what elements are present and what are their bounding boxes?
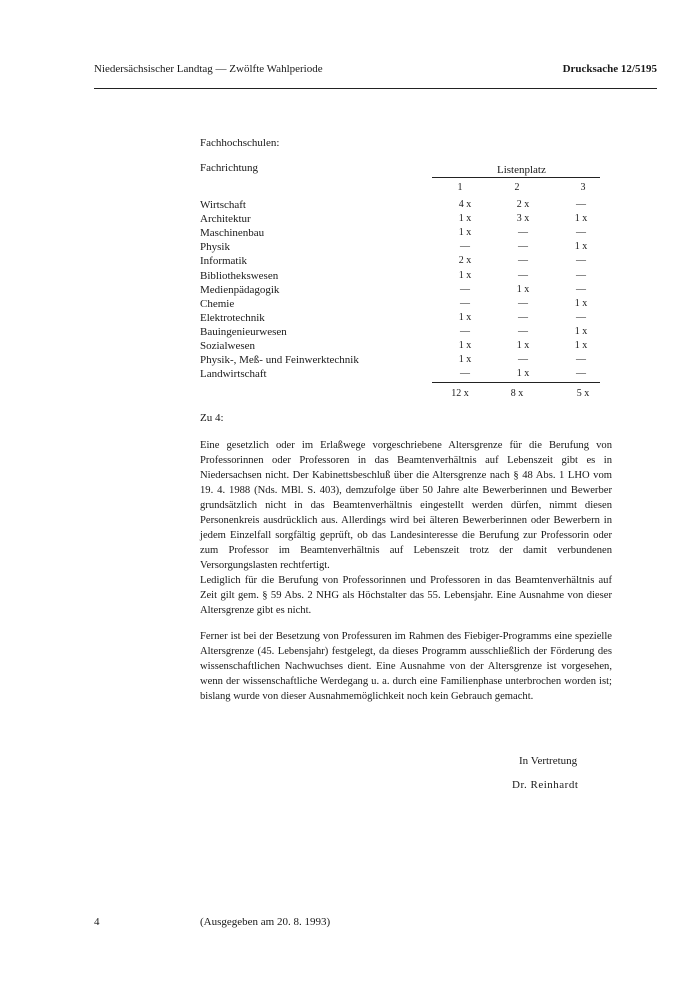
listenplatz-2-count: — [517,241,528,253]
listenplatz-1-count: — [460,241,470,253]
table-row [200,283,610,297]
fachrichtung-name: Landwirtschaft [200,368,267,381]
column-label-listenplatz: Listenplatz [497,164,546,176]
listenplatz-2-count: 1 x [516,339,530,351]
table-row [200,226,610,240]
fachrichtung-name: Wirtschaft [200,199,246,212]
listenplatz-2-count: — [517,325,528,337]
header-left-text: Niedersächsischer Landtag — Zwölfte Wahlperiode [94,63,323,75]
listenplatz-3-count: 1 x [574,297,588,309]
table-row [200,353,610,367]
table-row [200,325,610,339]
listenplatz-rule [432,177,600,178]
fachrichtung-name: Informatik [200,255,248,268]
header-rule [94,88,657,89]
section-title: Fachhochschulen: [200,137,280,149]
listenplatz-3-count: 1 x [574,213,588,225]
listenplatz-2-count: — [517,354,528,366]
total-column-1: 12 x [451,388,469,399]
fachrichtung-name: Sozialwesen [200,339,255,352]
listenplatz-1-count: — [460,297,470,309]
fachrichtung-name: Bibliothekswesen [200,269,279,282]
totals-rule [432,382,600,383]
fachrichtung-name: Chemie [200,297,235,310]
column-number-3: 3 [580,182,586,193]
fachrichtung-name: Elektrotechnik [200,311,265,324]
listenplatz-1-count: 1 x [458,354,472,366]
listenplatz-3-count: 1 x [574,241,588,253]
column-number-1: 1 [457,182,463,193]
listenplatz-1-count: 1 x [458,339,472,351]
table-row [200,268,610,282]
listenplatz-3-count: — [575,269,586,281]
listenplatz-3-count: — [575,311,586,323]
fachrichtung-name: Architektur [200,213,251,226]
signature-name: Dr. Reinhardt [512,779,579,791]
table-row [200,297,610,311]
issue-date: (Ausgegeben am 20. 8. 1993) [200,916,331,928]
fachrichtung-name: Physik-, Meß- und Feinwerktechnik [200,354,359,367]
total-column-2: 8 x [510,388,524,399]
listenplatz-2-count: 3 x [516,213,530,225]
listenplatz-1-count: 1 x [458,269,472,281]
listenplatz-3-count: — [575,255,586,267]
page-number: 4 [94,916,100,928]
table-row [200,212,610,226]
listenplatz-1-count: 1 x [458,227,472,239]
signature-in-vertretung: In Vertretung [519,755,578,767]
listenplatz-3-count: — [575,227,586,239]
paragraph-1: Eine gesetzlich oder im Erlaßwege vorgeschriebene Altersgrenze für die Berufung von Professorinnen oder Professoren in das Beamtenverhältnis auf Lebenszeit gibt es in Niedersachsen nicht. Der Kabinettsbeschluß über die Altersgrenze nach § 48 Abs. 1 LHO vom 19. 4. 1988 (Nds. MBl. S. 403), demzufolge über 50 Jahre alte Bewerberinnen und Bewerber grundsätzlich nicht in das Beamtenverhältnis eingestellt werden dürfen, nimmt diesen Personenkreis ausdrücklich aus. Allerdings wird bei älteren Bewerberinnen oder Bewerbern in jedem Einzelfall sorgfältig geprüft, ob das Landesinteresse die Berufung zur Professorin oder zum Professor im Beamtenverhältnis auf Lebenszeit trotz der damit verbundenen Versorgungslasten rechtfertigt. [200,440,612,571]
document-number: Drucksache 12/5195 [562,63,657,75]
column-number-2: 2 [514,182,520,193]
listenplatz-1-count: — [460,368,470,380]
listenplatz-2-count: 1 x [516,368,530,380]
listenplatz-2-count: 2 x [516,199,530,211]
table-row [200,240,610,254]
table-row [200,198,610,212]
listenplatz-1-count: 1 x [458,311,472,323]
total-column-3: 5 x [576,388,590,399]
paragraph-2: Lediglich für die Berufung von Professorinnen und Professoren in das Beamtenverhältnis auf Zeit gilt gem. § 59 Abs. 2 NHG als Höchstalter das 55. Lebensjahr. Eine Ausnahme von dieser Altersgrenze gibt es nicht. [200,575,612,616]
listenplatz-3-count: 1 x [574,339,588,351]
listenplatz-1-count: 4 x [458,199,472,211]
table-row [200,339,610,353]
listenplatz-3-count: — [575,368,586,380]
table-row [200,254,610,268]
zu-4-heading: Zu 4: [200,412,224,424]
paragraph-3: Ferner ist bei der Besetzung von Professuren im Rahmen des Fiebiger-Programms eine spezielle Altersgrenze (45. Lebensjahr) festgelegt, da dieses Programm ausschließlich der Förderung des wissenschaftlichen Nachwuchses dient. Eine Ausnahme von der Altersgrenze ist vorgesehen, wenn der wissenschaftliche Werdegang u. a. durch eine Familienphase unterbrochen worden ist; bislang wurde von dieser Ausnahmemöglichkeit noch kein Gebrauch gemacht. [200,631,612,702]
fachrichtung-name: Maschinenbau [200,227,265,240]
table-row [200,367,610,381]
listenplatz-3-count: — [575,199,586,211]
listenplatz-2-count: — [517,269,528,281]
listenplatz-2-count: — [517,255,528,267]
listenplatz-2-count: — [517,227,528,239]
fachrichtung-name: Bauingenieurwesen [200,325,287,338]
fachrichtung-name: Medienpädagogik [200,283,280,296]
table-row [200,311,610,325]
listenplatz-1-count: 2 x [458,255,472,267]
column-label-fachrichtung: Fachrichtung [200,162,259,174]
listenplatz-3-count: — [575,283,586,295]
fachrichtung-name: Physik [200,241,230,254]
listenplatz-1-count: — [460,325,470,337]
fachrichtung-table [200,198,610,381]
listenplatz-2-count: — [517,311,528,323]
listenplatz-1-count: 1 x [458,213,472,225]
listenplatz-2-count: 1 x [516,283,530,295]
listenplatz-2-count: — [517,297,528,309]
listenplatz-3-count: — [575,354,586,366]
listenplatz-3-count: 1 x [574,325,588,337]
listenplatz-1-count: — [460,283,470,295]
